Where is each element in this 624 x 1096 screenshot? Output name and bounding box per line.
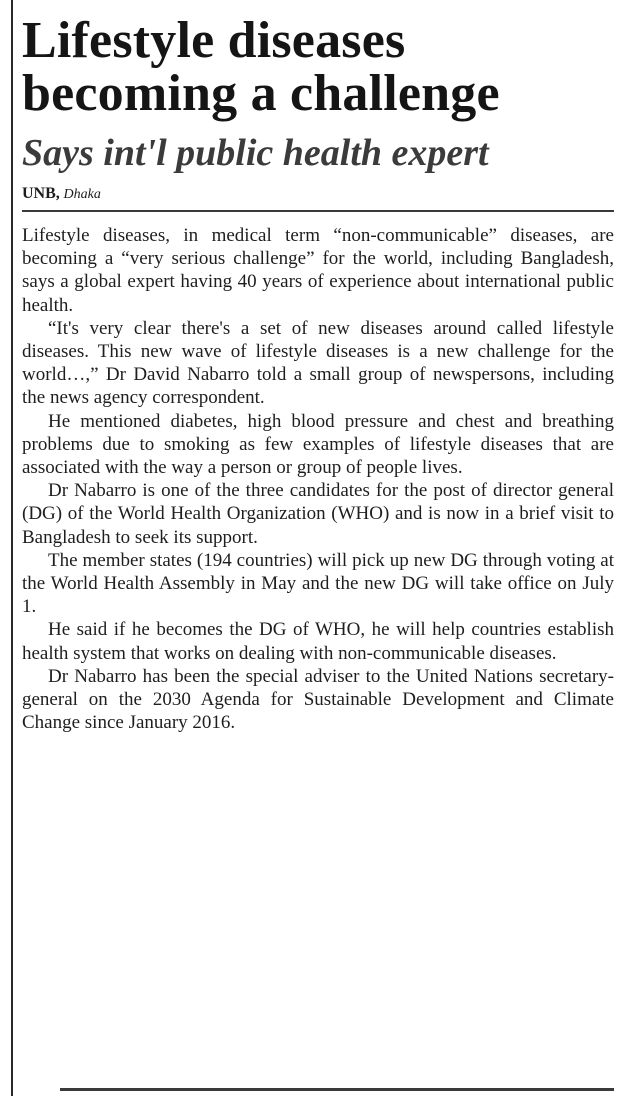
news-article (22, 14, 614, 734)
paragraph-5: The member states (194 countries) will pick up new DG through voting at the World Health Assembly in May and the new DG will take office on July 1. (22, 549, 614, 618)
clipping-border (11, 0, 13, 1096)
headline (22, 14, 614, 120)
paragraph-3: He mentioned diabetes, high blood pressure and chest and breathing problems due to smoking as few examples of lifestyle diseases that are associated with the way a person or group of people lives. (22, 410, 614, 479)
byline-agency: UNB, (22, 185, 60, 202)
byline-location: Dhaka (63, 187, 101, 202)
headline-line-2: becoming a challenge (22, 65, 500, 122)
paragraph-6: He said if he becomes the DG of WHO, he will help countries establish health system that works on dealing with non-communicable diseases. (22, 619, 614, 664)
paragraph-4: Dr Nabarro is one of the three candidates for the post of director general (DG) of the World Health Organization (WHO) and is now in a brief visit to Bangladesh to seek its support. (22, 480, 614, 548)
byline-divider (22, 210, 614, 212)
subheadline: Says int'l public health expert (22, 132, 489, 174)
paragraph-1: Lifestyle diseases, in medical term “non-communicable” diseases, are becoming a “very serious challenge” for the world, including Bangladesh, says a global expert having 40 years of experience about international public health. (22, 225, 614, 316)
article-body (22, 224, 614, 734)
headline-line-1: Lifestyle diseases (22, 12, 406, 69)
paragraph-7: Dr Nabarro has been the special adviser to the United Nations secretary-general on the 2030 Agenda for Sustainable Development and Climate Change since January 2016. (22, 665, 614, 734)
bottom-divider (60, 1088, 614, 1091)
paragraph-2: “It's very clear there's a set of new diseases around called lifestyle diseases. This new wave of lifestyle diseases is a new challenge for the world…,” Dr David Nabarro told a small group of newspersons, including the news agency correspondent. (22, 317, 614, 409)
byline (22, 184, 614, 204)
